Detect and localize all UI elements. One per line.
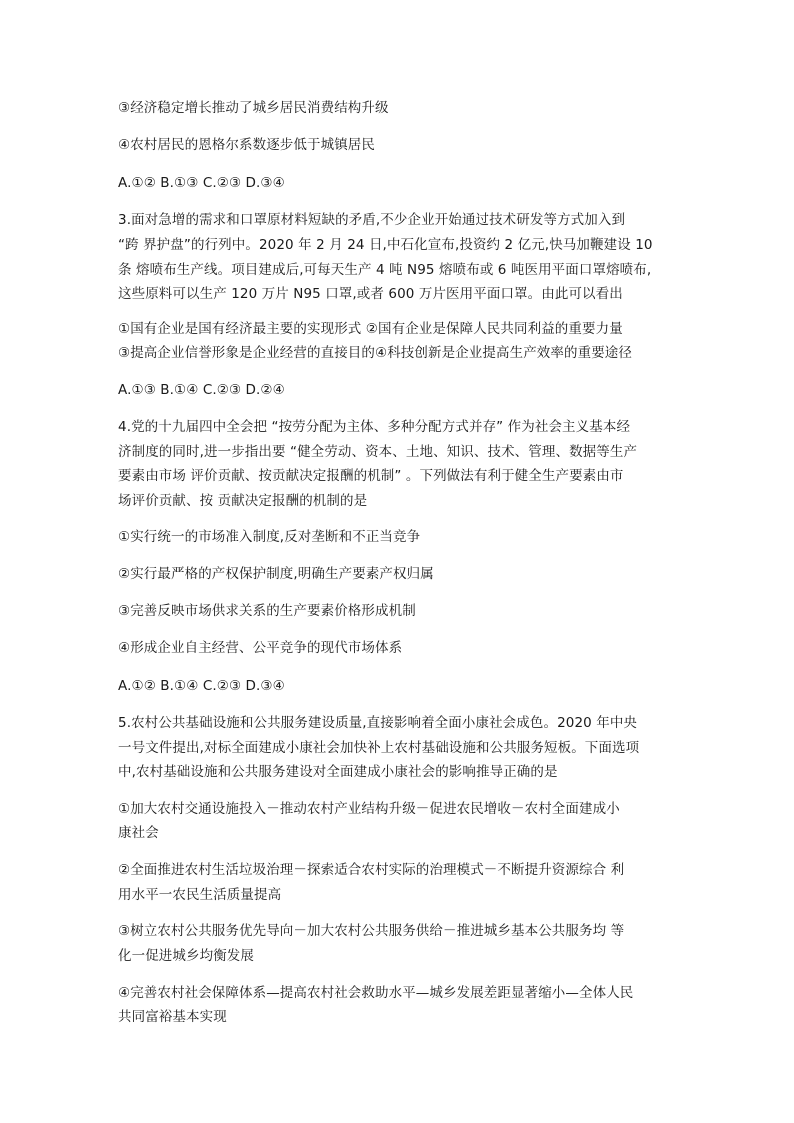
q5-option-1-line-2: 康社会 [118,825,159,841]
q4-answer-choices: A.①② B.①④ C.②③ D.③④ [118,678,285,694]
q2-answer-choices: A.①② B.①③ C.②③ D.③④ [118,175,285,191]
q3-stem-line-4: 这些原料可以生产 120 万片 N95 口罩,或者 600 万片医用平面口罩。由此可以看出 [118,286,623,302]
q3-answer-choices: A.①③ B.①④ C.②③ D.②④ [118,382,285,398]
q4-stem-line-2: 济制度的同时,进一步指出要 “健全劳动、资本、土地、知识、技术、管理、数据等生产 [118,444,638,460]
q5-stem-line-3: 中,农村基础设施和公共服务建设对全面建成小康社会的影响推导正确的是 [118,764,558,780]
q3-stem-line-2: “跨 界护盘”的行列中。2020 年 2 月 24 日,中石化宣布,投资约 2 亿元,快马加鞭建设 10 [118,237,653,253]
q4-stem-line-4: 场评价贡献、按 贡献决定报酬的机制的是 [118,493,368,509]
q5-option-3-line-1: ③树立农村公共服务优先导向－加大农村公共服务供给－推进城乡基本公共服务均 等 [118,923,625,939]
q5-option-2-line-1: ②全面推进农村生活垃圾治理－探索适合农村实际的治理模式－不断提升资源综合 利 [118,862,625,878]
q5-option-4-line-2: 共同富裕基本实现 [118,1009,227,1025]
q2-option-3: ③经济稳定增长推动了城乡居民消费结构升级 [118,100,389,116]
q4-option-1: ①实行统一的市场准入制度,反对垄断和不正当竞争 [118,529,421,545]
q5-option-4-line-1: ④完善农村社会保障体系—提高农村社会救助水平—城乡发展差距显著缩小—全体人民 [118,985,634,1001]
q4-option-2: ②实行最严格的产权保护制度,明确生产要素产权归属 [118,566,434,582]
q3-stem-line-1: 3.面对急增的需求和口罩原材料短缺的矛盾,不少企业开始通过技术研发等方式加入到 [118,212,626,228]
q5-option-3-line-2: 化一促进城乡均衡发展 [118,948,254,964]
q3-options-line-1: ①国有企业是国有经济最主要的实现形式 ②国有企业是保障人民共同利益的重要力量 [118,321,623,337]
q4-option-4: ④形成企业自主经营、公平竞争的现代市场体系 [118,640,403,656]
q3-options-line-2: ③提高企业信誉形象是企业经营的直接目的④科技创新是企业提高生产效率的重要途径 [118,345,633,361]
q5-option-2-line-2: 用水平一农民生活质量提高 [118,887,282,903]
q5-stem-line-1: 5.农村公共基础设施和公共服务建设质量,直接影响着全面小康社会成色。2020 年中央 [118,715,638,731]
q2-option-4: ④农村居民的恩格尔系数逐步低于城镇居民 [118,137,376,153]
q4-option-3: ③完善反映市场供求关系的生产要素价格形成机制 [118,603,416,619]
q5-option-1-line-1: ①加大农村交通设施投入－推动农村产业结构升级－促进农民增收－农村全面建成小 [118,801,620,817]
q5-stem-line-2: 一号文件提出,对标全面建成小康社会加快补上农村基础设施和公共服务短板。下面选项 [118,740,640,756]
q4-stem-line-1: 4.党的十九届四中全会把 “按劳分配为主体、多种分配方式并存” 作为社会主义基本经 [118,419,631,435]
q4-stem-line-3: 要素由市场 评价贡献、按贡献决定报酬的机制” 。下列做法有利于健全生产要素由市 [118,468,624,484]
q3-stem-line-3: 条 熔喷布生产线。项目建成后,可每天生产 4 吨 N95 熔喷布或 6 吨医用平面口罩熔喷布, [118,262,652,278]
